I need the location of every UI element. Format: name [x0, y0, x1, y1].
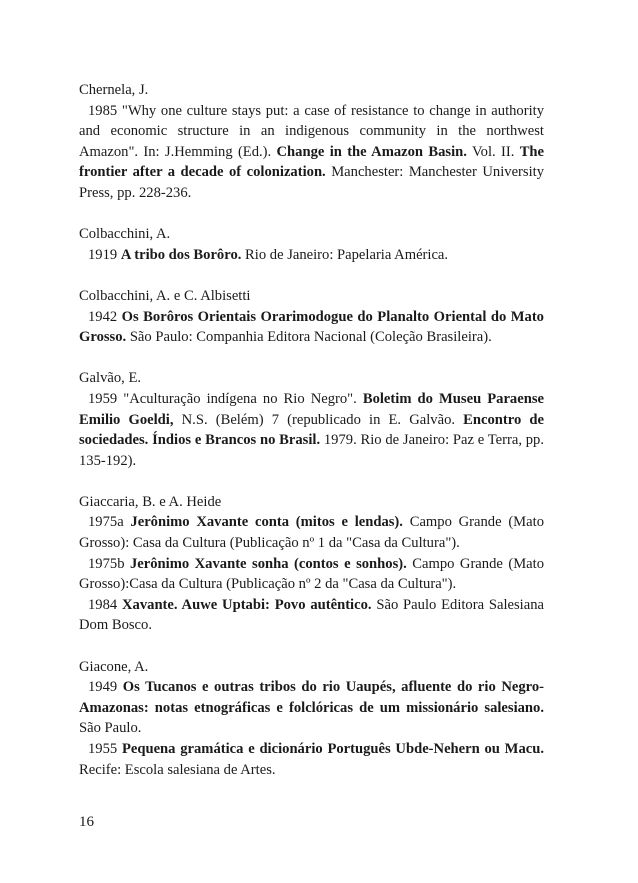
reference-title: Pequena gramática e dicionário Português Ubde-Nehern ou Macu.	[121, 741, 544, 757]
reference-text: Vol. II.	[466, 143, 520, 160]
reference-title: Encontro de sociedades. Índios e Brancos no Brasil.	[79, 411, 545, 449]
entry-reference	[79, 554, 544, 595]
reference-text: São Paulo Editora Salesiana Dom Bosco.	[79, 596, 544, 634]
reference-text: 1985 "Why one culture stays put: a case of resistance to change in authority and economic structure in an indigenous community in the northwest Amazon". In: J.Hemming (Ed.).	[79, 102, 544, 160]
reference-title: Jerônimo Xavante conta (mitos e lendas).	[130, 514, 403, 531]
reference-text: Rio de Janeiro: Papelaria América.	[241, 246, 449, 263]
reference-text: São Paulo.	[79, 720, 142, 737]
reference-text: São Paulo: Companhia Editora Nacional (Coleção Brasileira).	[126, 329, 492, 346]
reference-title: Boletim do Museu Paraense Emilio Goeldi,	[79, 390, 544, 428]
entry-author: Colbacchini, A. e C. Albisetti	[79, 287, 251, 304]
entry-reference	[79, 512, 544, 553]
reference-text: Recife: Escola salesiana de Artes.	[79, 761, 276, 778]
bibliography-entry	[79, 224, 544, 265]
reference-text: 1919	[88, 246, 121, 263]
reference-text: 1975b	[88, 555, 130, 572]
entry-reference	[79, 677, 544, 739]
reference-title: Os Tucanos e outras tribos do rio Uaupés, afluente do rio Negro-Amazonas: notas etnográficas e folclóricas de um missionário salesiano.	[79, 679, 544, 716]
bibliography-page	[79, 80, 544, 801]
bibliography-entry	[79, 492, 544, 636]
reference-text: 1955	[88, 741, 122, 757]
entry-reference	[79, 739, 544, 780]
reference-text: 1979. Rio de Janeiro: Paz e Terra, pp. 135-192).	[79, 432, 544, 469]
entry-reference	[79, 307, 544, 348]
entry-author: Galvão, E.	[79, 370, 142, 387]
reference-text: Campo Grande (Mato Grosso): Casa da Cultura (Publicação nº 1 da "Casa da Cultura").	[79, 514, 544, 552]
entry-author: Giacone, A.	[79, 658, 149, 675]
reference-text: Manchester: Manchester University Press, pp. 228-236.	[79, 164, 544, 201]
entry-author: Chernela, J.	[79, 82, 149, 98]
entry-author: Giaccaria, B. e A. Heide	[79, 493, 222, 510]
reference-text: Campo Grande (Mato Grosso):Casa da Cultura (Publicação nº 2 da "Casa da Cultura").	[79, 555, 545, 593]
reference-title: Xavante. Auwe Uptabi: Povo autêntico.	[122, 596, 372, 613]
entry-reference	[79, 389, 544, 471]
reference-text: N.S. (Belém) 7 (republicado in E. Galvão.	[173, 411, 464, 428]
reference-text: 1984	[88, 596, 123, 613]
reference-title: A tribo dos Borôro.	[120, 246, 242, 263]
reference-title: Os Borôros Orientais Orarimodogue do Planalto Oriental do Mato Grosso.	[79, 308, 544, 346]
reference-text: 1949	[88, 679, 123, 696]
bibliography-entry	[79, 657, 544, 781]
reference-text: 1942	[88, 308, 122, 325]
reference-title: Change in the Amazon Basin.	[276, 143, 467, 160]
reference-text: 1959 "Aculturação indígena no Rio Negro".	[88, 390, 363, 407]
bibliography-entry	[79, 80, 544, 204]
bibliography-entry	[79, 286, 544, 348]
entry-reference	[79, 595, 544, 636]
reference-title: Jerônimo Xavante sonha (contos e sonhos).	[129, 555, 407, 572]
reference-text: 1975a	[88, 514, 131, 531]
entry-reference	[79, 245, 544, 266]
entry-reference	[79, 101, 544, 204]
entry-author: Colbacchini, A.	[79, 226, 171, 243]
page-number: 16	[79, 814, 94, 830]
reference-title: The frontier after a decade of colonization.	[79, 143, 545, 181]
bibliography-entry	[79, 368, 544, 471]
